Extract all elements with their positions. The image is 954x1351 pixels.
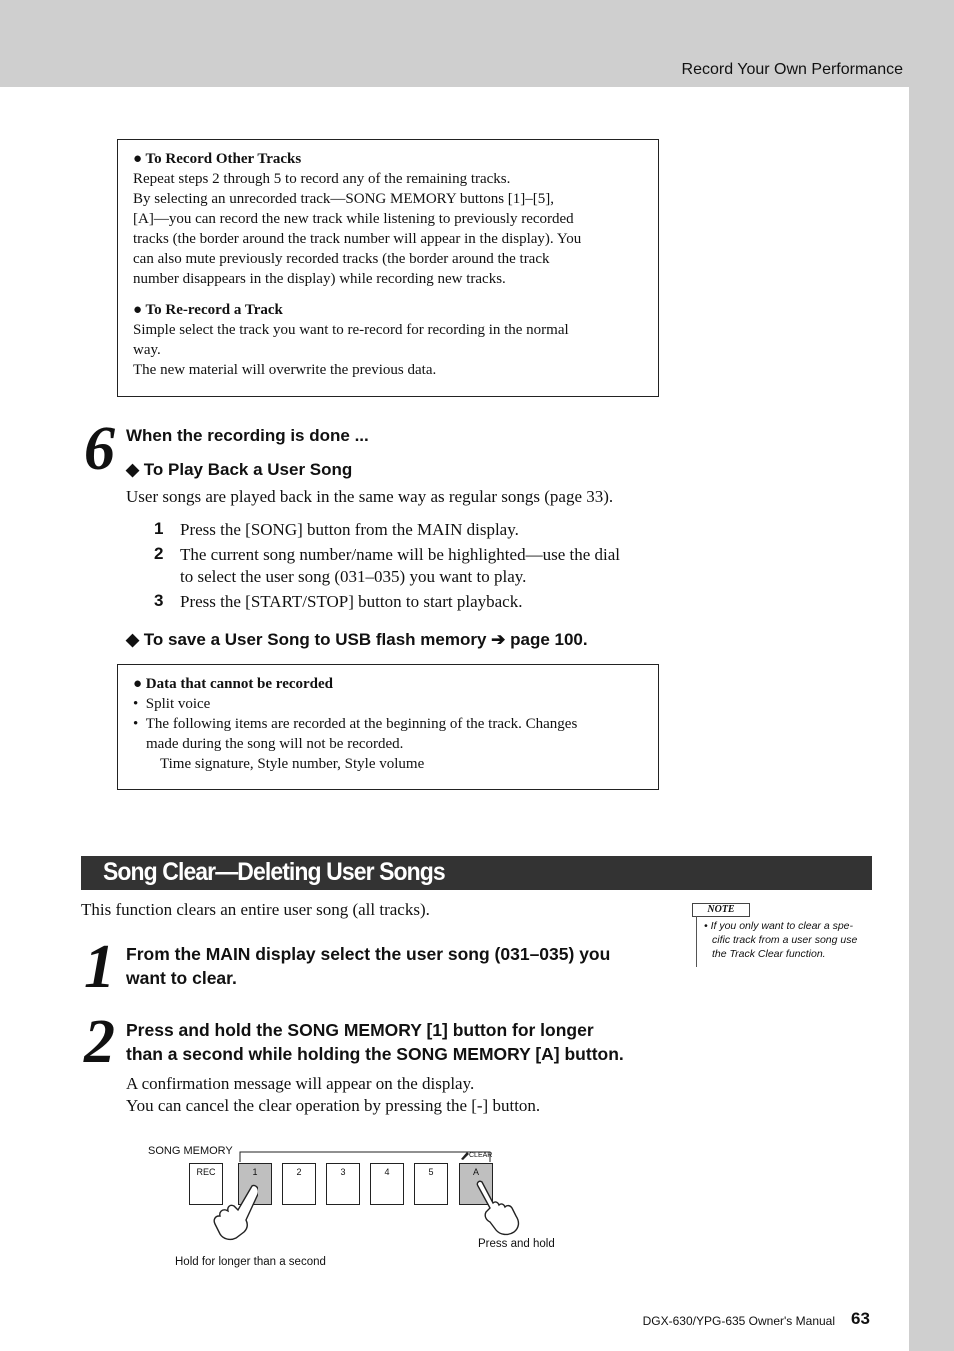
tips-box xyxy=(117,139,659,397)
note-line: cific track from a user song use xyxy=(712,934,858,946)
tips-line: tracks (the border around the track number will appear in the display). You xyxy=(133,231,582,247)
song-memory-2-button[interactable]: 2 xyxy=(282,1163,316,1205)
step-number: 1 xyxy=(84,933,115,1001)
note-label: NOTE xyxy=(692,903,750,917)
chapter-title: Record Your Own Performance xyxy=(681,61,903,78)
substep-number: 1 xyxy=(154,519,164,538)
step-title: When the recording is done ... xyxy=(126,426,369,445)
restrictions-box xyxy=(117,664,659,790)
song-memory-a-button[interactable]: A xyxy=(459,1163,493,1205)
tips-line: The new material will overwrite the previous data. xyxy=(133,362,437,378)
song-memory-label: SONG MEMORY xyxy=(148,1145,233,1157)
substep-text: Press the [START/STOP] button to start playback. xyxy=(180,592,523,611)
step-number: 2 xyxy=(84,1008,115,1076)
tips-line: By selecting an unrecorded track—SONG MEMORY buttons [1]–[5], xyxy=(133,191,555,207)
indented-items: Time signature, Style number, Style volume xyxy=(160,756,425,772)
step-body: A confirmation message will appear on the display. xyxy=(126,1074,475,1093)
song-memory-3-button[interactable]: 3 xyxy=(326,1163,360,1205)
substep-text: to select the user song (031–035) you want to play. xyxy=(180,567,527,586)
page-number: 63 xyxy=(851,1309,870,1328)
song-memory-5-button[interactable]: 5 xyxy=(414,1163,448,1205)
substep-number: 2 xyxy=(154,544,164,563)
tips-line: number disappears in the display) while recording new tracks. xyxy=(133,271,506,287)
song-memory-4-button[interactable]: 4 xyxy=(370,1163,404,1205)
note-line: the Track Clear function. xyxy=(712,948,826,960)
note-text xyxy=(704,919,872,961)
pointing-hand-icon xyxy=(208,1180,258,1242)
manual-name: DGX-630/YPG-635 Owner's Manual xyxy=(642,1314,835,1328)
pressing-hand-icon xyxy=(474,1178,522,1238)
bullet-text: The following items are recorded at the beginning of the track. Changes xyxy=(145,716,578,732)
usb-save-reference: ◆ To save a User Song to USB flash memory ➔ page 100. xyxy=(126,630,588,649)
hold-caption: Hold for longer than a second xyxy=(175,1256,326,1268)
step-instruction: than a second while holding the SONG MEMORY [A] button. xyxy=(126,1044,624,1064)
bullet-item: • Split voice xyxy=(133,696,211,712)
press-caption: Press and hold xyxy=(478,1238,555,1250)
tips-line: Repeat steps 2 through 5 to record any of the remaining tracks. xyxy=(133,171,511,187)
bullet-continuation: made during the song will not be recorded. xyxy=(146,736,404,752)
step-instruction: Press and hold the SONG MEMORY [1] button for longer xyxy=(126,1020,594,1040)
tips-heading-rerecord: ● To Re-record a Track xyxy=(133,302,283,318)
bullet-text: Split voice xyxy=(145,696,211,712)
note-rule xyxy=(696,916,697,967)
section-intro: This function clears an entire user song (all tracks). xyxy=(81,900,430,919)
tips-line: way. xyxy=(133,342,161,358)
tips-line: can also mute previously recorded tracks (the border around the track xyxy=(133,251,550,267)
substep-text: The current song number/name will be highlighted—use the dial xyxy=(180,545,620,564)
tips-heading-other-tracks: ● To Record Other Tracks xyxy=(133,151,302,167)
subheading: ◆ To Play Back a User Song xyxy=(126,460,353,479)
rec-button[interactable]: REC xyxy=(189,1163,223,1205)
bullet-item: • The following items are recorded at the beginning of the track. Changes xyxy=(133,716,578,732)
section-header xyxy=(81,856,872,890)
tips-line: Simple select the track you want to re-record for recording in the normal xyxy=(133,322,569,338)
clear-label: CLEAR xyxy=(469,1152,493,1159)
step-intro: User songs are played back in the same way as regular songs (page 33). xyxy=(126,487,614,506)
note-line: • If you only want to clear a spe- xyxy=(704,920,853,932)
step-instruction: From the MAIN display select the user song (031–035) you xyxy=(126,944,611,964)
restrictions-heading: ● Data that cannot be recorded xyxy=(133,676,334,692)
substep-number: 3 xyxy=(154,591,164,610)
song-memory-1-button[interactable]: 1 xyxy=(238,1163,272,1205)
step-instruction: want to clear. xyxy=(126,968,237,988)
section-title: Song Clear—Deleting User Songs xyxy=(103,858,445,886)
step-number: 6 xyxy=(84,415,115,483)
step-body: You can cancel the clear operation by pressing the [-] button. xyxy=(126,1096,541,1115)
substep-text: Press the [SONG] button from the MAIN display. xyxy=(180,520,519,539)
side-band xyxy=(909,87,954,1351)
tips-line: [A]—you can record the new track while listening to previously recorded xyxy=(133,211,574,227)
note-sidebar xyxy=(692,903,872,967)
